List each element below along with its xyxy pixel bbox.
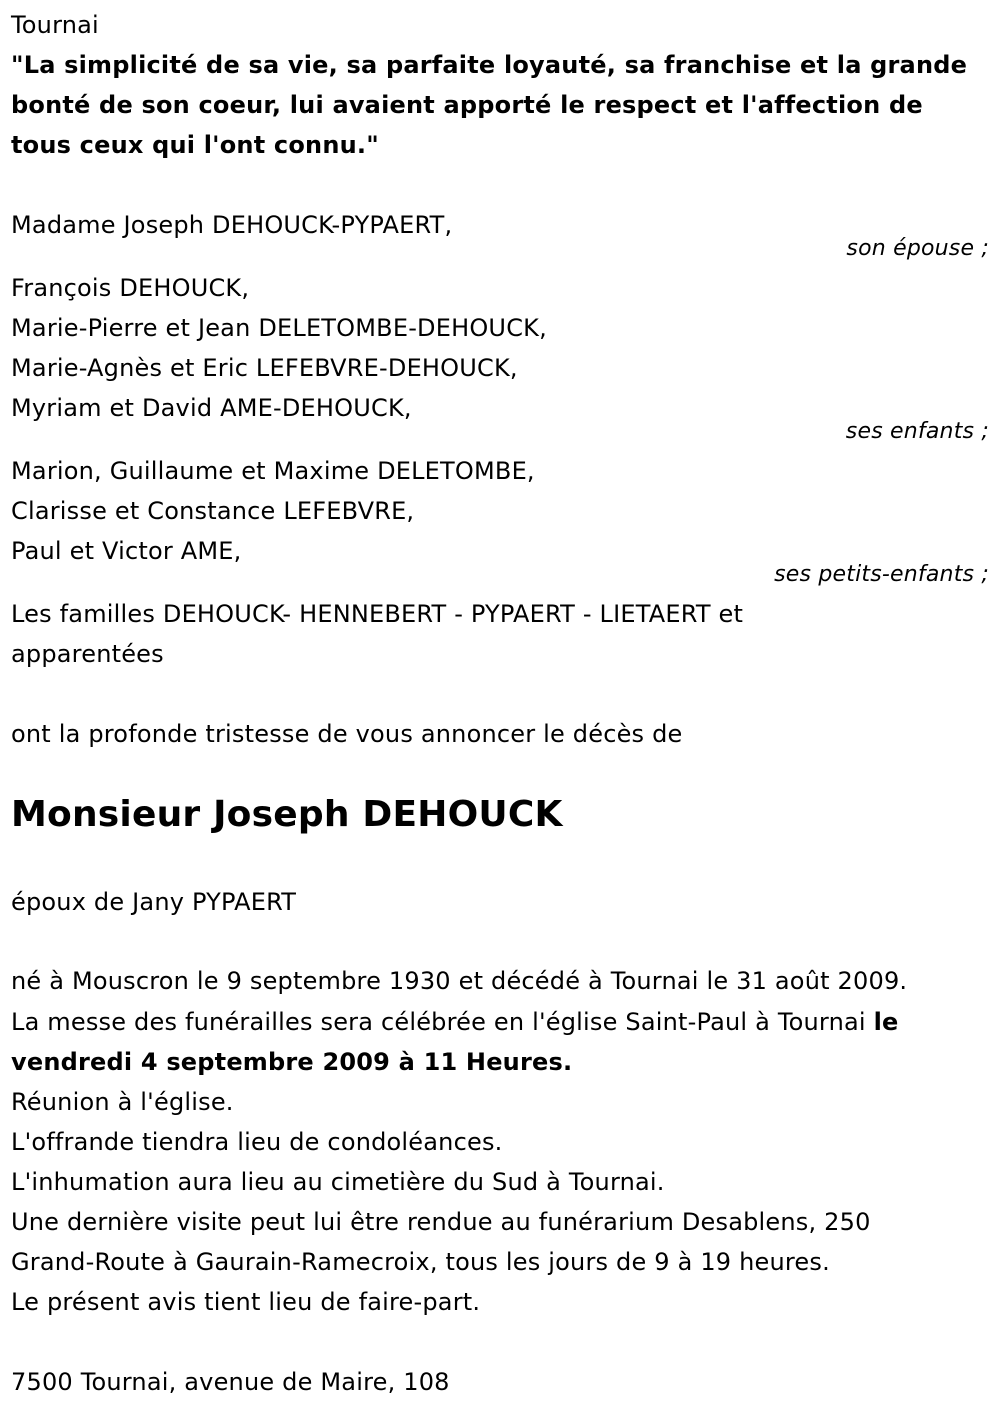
deceased-name: Monsieur Joseph DEHOUCK bbox=[11, 794, 563, 835]
quote-line-2: bonté de son coeur, lui avaient apporté le respect et l'affection de bbox=[11, 91, 923, 119]
spouse-of-text: époux de Jany PYPAERT bbox=[11, 888, 297, 916]
mass-prefix: La messe des funérailles sera célébrée en l'église Saint-Paul à Tournai bbox=[11, 1008, 874, 1036]
meeting-text: Réunion à l'église. bbox=[11, 1088, 234, 1116]
visit-line-2: Grand-Route à Gaurain-Ramecroix, tous les jours de 9 à 19 heures. bbox=[11, 1248, 830, 1276]
families-line-2: apparentées bbox=[11, 640, 164, 668]
child-2: Marie-Pierre et Jean DELETOMBE-DEHOUCK, bbox=[11, 314, 547, 342]
mass-bold-start: le bbox=[873, 1008, 899, 1036]
grandchild-1: Marion, Guillaume et Maxime DELETOMBE, bbox=[11, 457, 535, 485]
quote-line-3: tous ceux qui l'ont connu." bbox=[11, 131, 379, 159]
notice-text: Le présent avis tient lieu de faire-part. bbox=[11, 1288, 481, 1316]
offering-text: L'offrande tiendra lieu de condoléances. bbox=[11, 1128, 503, 1156]
city-heading: Tournai bbox=[11, 11, 99, 39]
spouse-name: Madame Joseph DEHOUCK-PYPAERT, bbox=[11, 211, 453, 239]
quote-line-1: "La simplicité de sa vie, sa parfaite loyauté, sa franchise et la grande bbox=[11, 51, 968, 79]
children-role: ses enfants ; bbox=[845, 419, 989, 444]
mass-line bbox=[11, 1002, 899, 1042]
visit-line-1: Une dernière visite peut lui être rendue au funérarium Desablens, 250 bbox=[11, 1208, 871, 1236]
burial-text: L'inhumation aura lieu au cimetière du Sud à Tournai. bbox=[11, 1168, 665, 1196]
spouse-role: son épouse ; bbox=[846, 236, 989, 261]
child-4: Myriam et David AME-DEHOUCK, bbox=[11, 394, 412, 422]
address-text: 7500 Tournai, avenue de Maire, 108 bbox=[11, 1368, 450, 1396]
mass-date: vendredi 4 septembre 2009 à 11 Heures. bbox=[11, 1048, 573, 1076]
announcement-text: ont la profonde tristesse de vous annoncer le décès de bbox=[11, 720, 683, 748]
child-1: François DEHOUCK, bbox=[11, 274, 250, 302]
families-line-1: Les familles DEHOUCK- HENNEBERT - PYPAERT - LIETAERT et bbox=[11, 600, 744, 628]
grandchild-3: Paul et Victor AME, bbox=[11, 537, 242, 565]
grandchildren-role: ses petits-enfants ; bbox=[774, 562, 989, 587]
grandchild-2: Clarisse et Constance LEFEBVRE, bbox=[11, 497, 415, 525]
child-3: Marie-Agnès et Eric LEFEBVRE-DEHOUCK, bbox=[11, 354, 518, 382]
birth-death-text: né à Mouscron le 9 septembre 1930 et décédé à Tournai le 31 août 2009. bbox=[11, 967, 908, 995]
